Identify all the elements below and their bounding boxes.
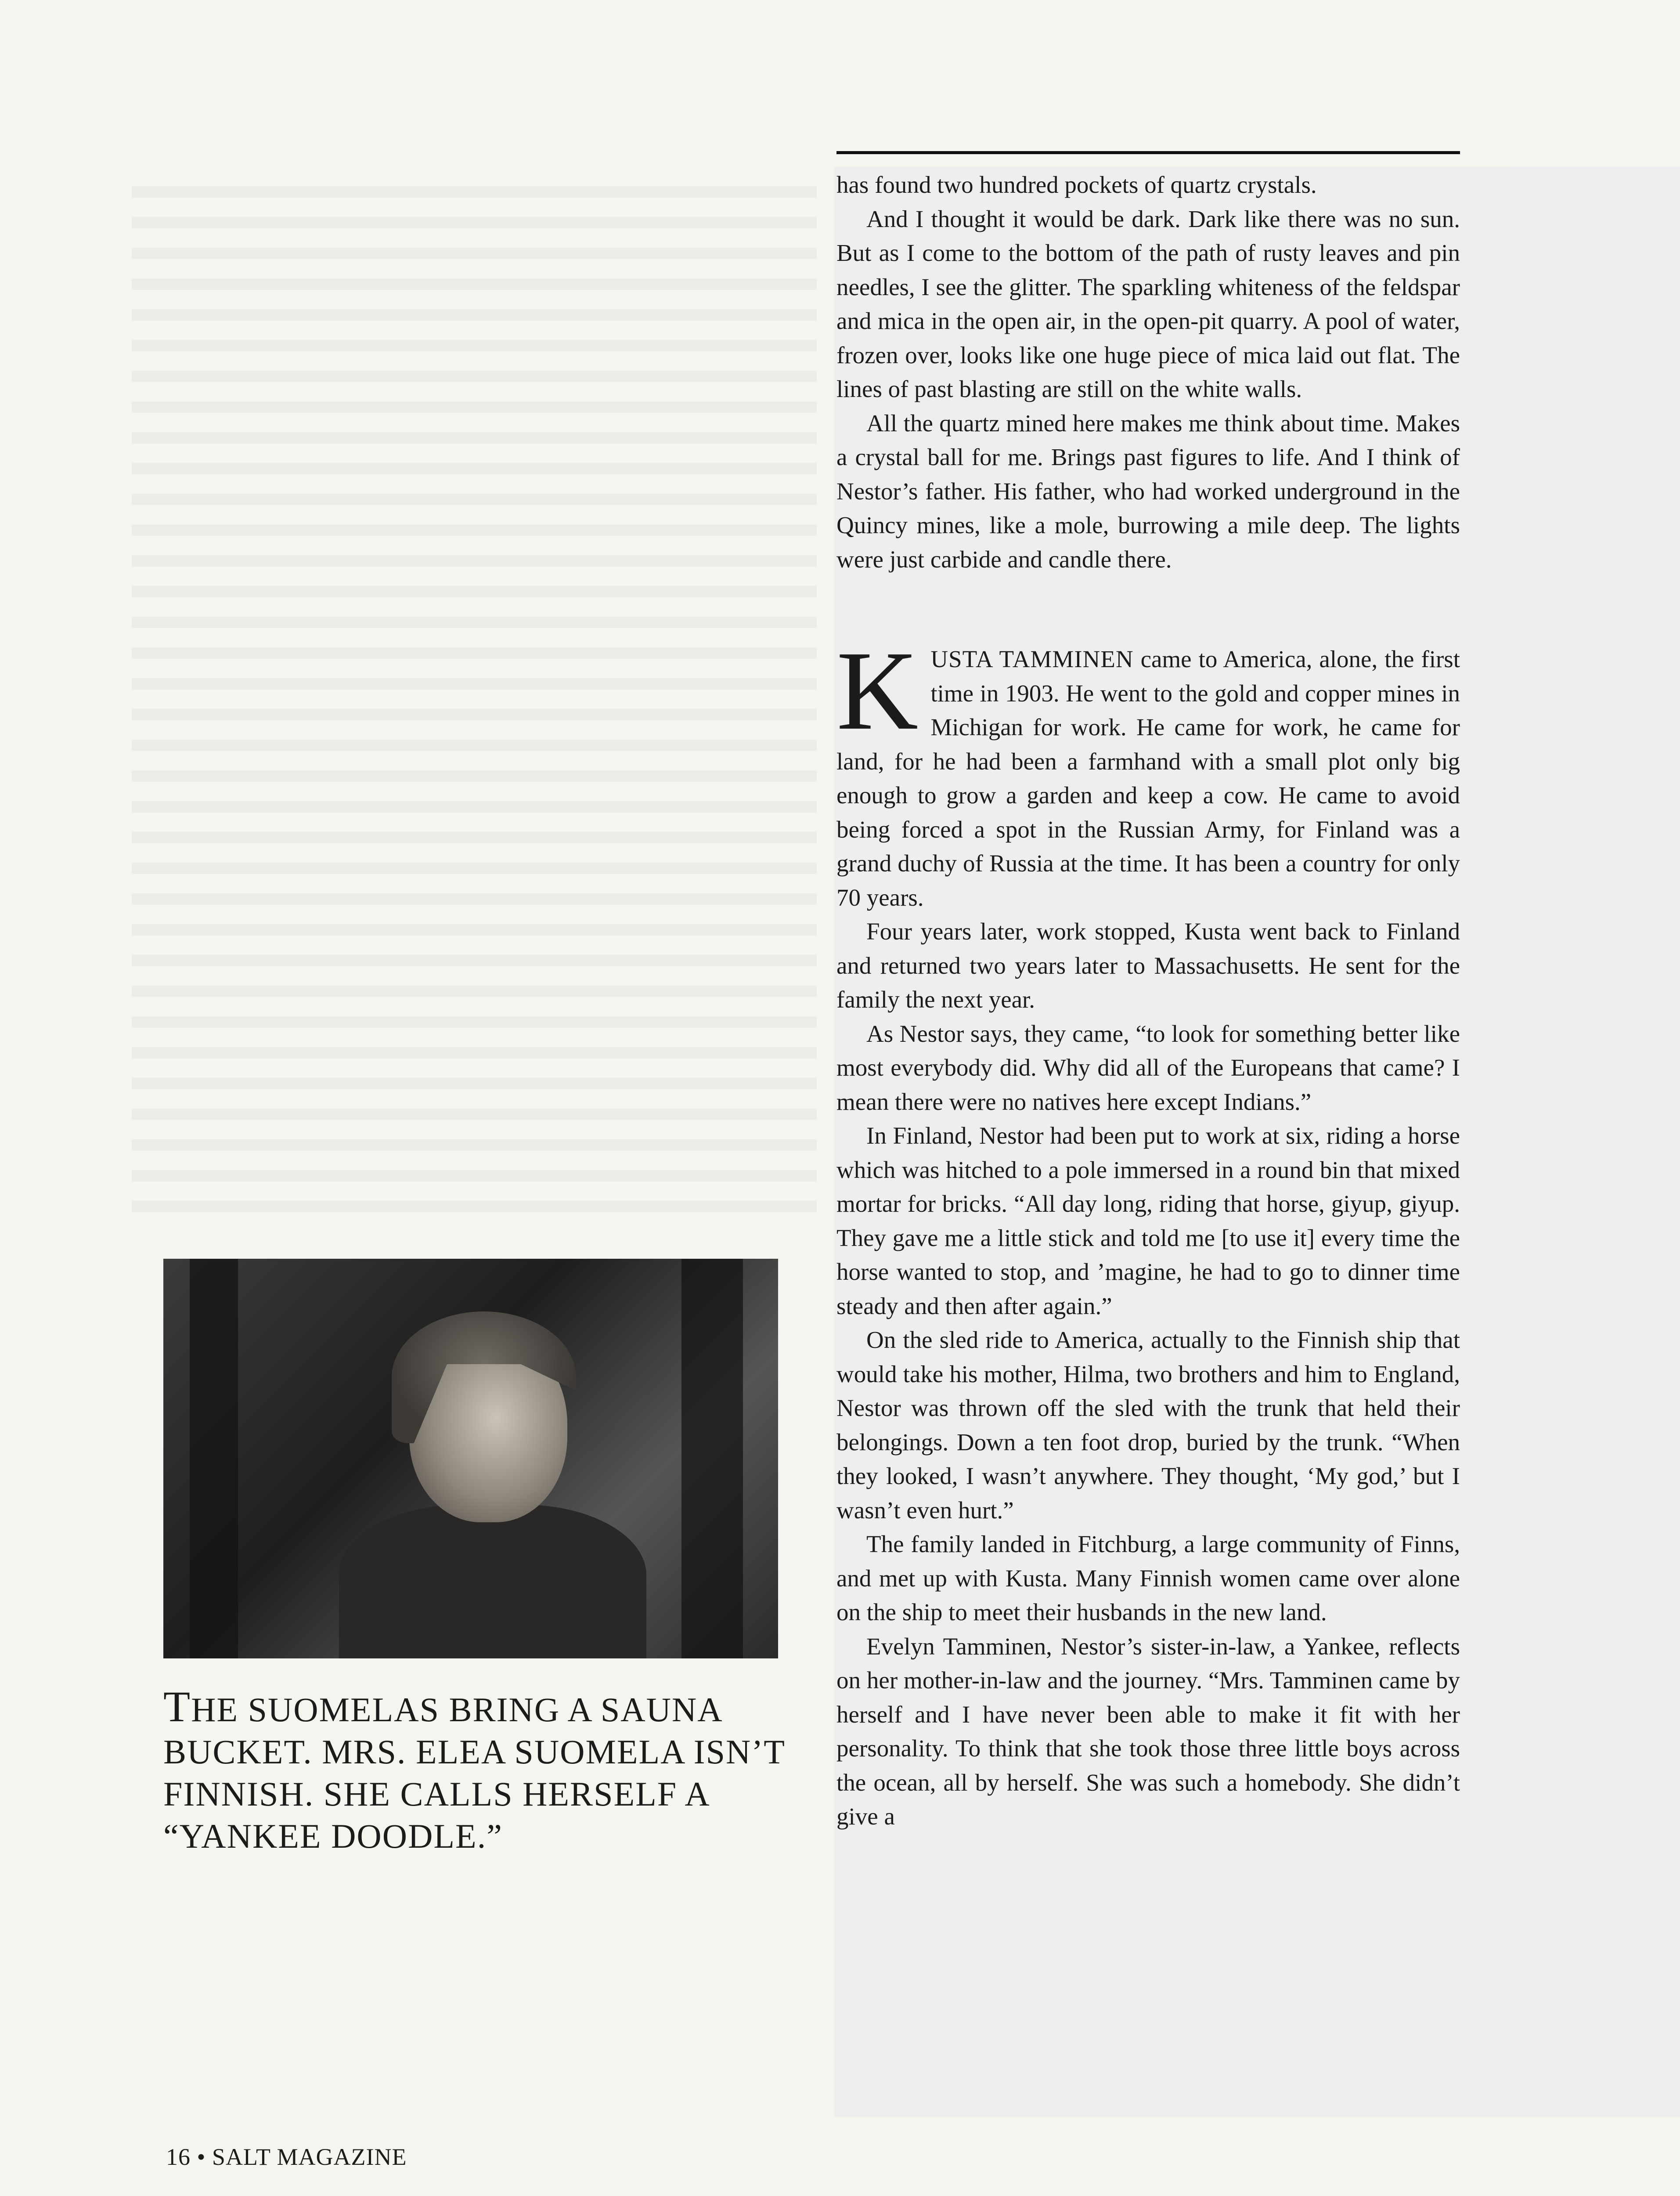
bleed-through-text [132, 167, 817, 1230]
photo-post-left [190, 1259, 238, 1658]
caption-initial: T [163, 1682, 191, 1731]
photo-caption [163, 1682, 787, 1857]
paragraph: Evelyn Tamminen, Nestor’s sister-in-law, a Yankee, reflects on her mother-in-law and the journey. “Mrs. Tamminen came by herself and I have never been able to make it fit with her personality. To think that she took those three little boys across the ocean, all by herself. She was such a homebody. She didn’t give a [836, 1633, 1460, 1830]
portrait-photo [163, 1259, 778, 1658]
paragraph: All the quartz mined here makes me think about time. Makes a crystal ball for me. Brings past figures to life. And I think of Nestor’s father. His father, who had worked underground in the Quincy mines, like a mole, burrowing a mile deep. The lights were just carbide and candle there. [836, 409, 1460, 573]
photo-post-right [681, 1259, 743, 1658]
photo-coat [339, 1505, 646, 1658]
page-number: 16 [166, 2144, 191, 2170]
article-column [836, 168, 1460, 1834]
folio-bullet: • [197, 2144, 206, 2170]
paragraph: On the sled ride to America, actually to the Finnish ship that would take his mother, Hilma, two brothers and him to England, Nestor was thrown off the sled with the trunk that held their belongings. Down a ten foot drop, buried by the trunk. “When they looked, I wasn’t anywhere. They thought, ‘My god,’ but I wasn’t even hurt.” [836, 1326, 1460, 1524]
page-folio [166, 2143, 407, 2171]
paragraph: Four years later, work stopped, Kusta went back to Finland and returned two years later to Massachusetts. He sent for the family the next year. [836, 918, 1460, 1013]
paragraph: In Finland, Nestor had been put to work at six, riding a horse which was hitched to a pole immersed in a round bin that mixed mortar for bricks. “All day long, riding that horse, giyup, giyup. They gave me a little stick and told me [to use it] every time the horse wanted to stop, and ’magine, he had to go to dinner time steady and then after again.” [836, 1122, 1460, 1319]
paragraph-continued: has found two hundred pockets of quartz crystals. [836, 171, 1317, 198]
section-break [836, 576, 1460, 642]
publication-name: SALT MAGAZINE [212, 2144, 407, 2170]
lead-text: came to America, alone, the first time in 1903. He went to the gold and copper mines in Michigan for work. He came for work, he came for land, for he had been a farmhand with a small plot only big enough to grow a garden and keep a cow. He came to avoid being forced a spot in the Russian Army, for Finland was a grand duchy of Russia at the time. It has been a country for only 70 years. [836, 646, 1460, 911]
lead-name: USTA TAMMINEN [930, 646, 1134, 672]
column-top-rule [836, 151, 1460, 154]
paragraph: As Nestor says, they came, “to look for something better like most everybody did. Why did all of the Europeans that came? I mean there were no natives here except Indians.” [836, 1020, 1460, 1115]
drop-cap: K [836, 628, 919, 753]
caption-text: HE SUOMELAS BRING A SAUNA BUCKET. MRS. ELEA SUOMELA ISN’T FINNISH. SHE CALLS HERSELF A “YANKEE DOODLE.” [163, 1690, 785, 1855]
section-lead-paragraph [836, 628, 1460, 914]
paragraph: The family landed in Fitchburg, a large community of Finns, and met up with Kusta. Many Finnish women came over alone on the ship to meet their husbands in the new land. [836, 1531, 1460, 1625]
paragraph: And I thought it would be dark. Dark like there was no sun. But as I come to the bottom of the path of rusty leaves and pin needles, I see the glitter. The sparkling whiteness of the feldspar and mica in the open air, in the open-pit quarry. A pool of water, frozen over, looks like one huge piece of mica laid out flat. The lines of past blasting are still on the white walls. [836, 205, 1460, 402]
